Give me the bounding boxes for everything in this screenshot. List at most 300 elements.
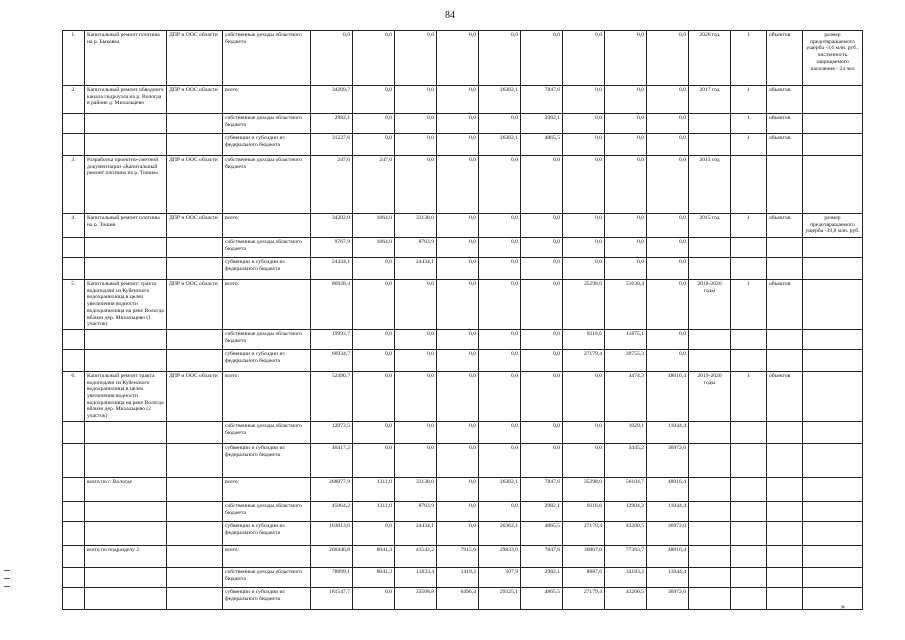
table-cell: Капитальный ремонт плотины на р. Тошня	[85, 214, 167, 238]
table-cell: 36972,0	[647, 521, 689, 545]
table-cell: 1	[731, 31, 767, 86]
table-cell: 0,0	[437, 349, 479, 371]
table-cell: 0,0	[353, 587, 395, 609]
table-cell: 0,0	[395, 86, 437, 114]
table-cell: субвенции и субсидии из федерального бюджета	[223, 521, 311, 545]
table-cell: всего:	[223, 477, 311, 501]
table-cell: 0,0	[353, 134, 395, 156]
table-cell	[767, 477, 803, 501]
table-cell	[767, 258, 803, 280]
table-cell: 0,0	[353, 371, 395, 421]
table-row	[63, 501, 863, 521]
table-cell: 8703,9	[395, 238, 437, 258]
table-cell: 24434,1	[395, 258, 437, 280]
table-row	[63, 214, 863, 238]
table-cell	[767, 329, 803, 349]
table-cell: 2982,1	[521, 567, 563, 587]
binding-mark	[4, 570, 10, 571]
table-cell	[167, 421, 223, 443]
table-cell: 56104,7	[605, 477, 647, 501]
table-cell: 0,0	[395, 31, 437, 86]
table-cell: собственные доходы областного бюджета	[223, 238, 311, 258]
table-cell: объектов	[767, 214, 803, 238]
table-cell: размер предотвращаемого ущерба -3,6 млн. руб., численность защищаемого населения - 24 чел	[803, 31, 863, 86]
table-cell: 0,0	[437, 501, 479, 521]
table-cell	[63, 521, 85, 545]
binding-mark	[4, 586, 10, 587]
table-row	[63, 258, 863, 280]
table-cell: 51630,4	[605, 280, 647, 330]
table-cell: 0,0	[605, 238, 647, 258]
table-cell: 0,0	[563, 421, 605, 443]
table-cell	[803, 280, 863, 330]
table-cell: субвенции и субсидии из федерального бюджета	[223, 587, 311, 609]
table-cell: 2019-2020 годы	[689, 371, 731, 421]
table-cell: 0,0	[647, 114, 689, 134]
table-cell	[767, 587, 803, 609]
table-cell: 0,0	[395, 114, 437, 134]
table-cell	[803, 156, 863, 214]
table-cell	[167, 329, 223, 349]
table-cell: 0,0	[353, 421, 395, 443]
table-cell: 0,0	[521, 329, 563, 349]
table-cell	[803, 349, 863, 371]
table-cell	[803, 238, 863, 258]
table-cell: 0,0	[437, 134, 479, 156]
table-cell: 163013,6	[311, 521, 353, 545]
table-cell: 0,0	[437, 371, 479, 421]
table-cell: 27179,4	[563, 349, 605, 371]
table-cell: 35298,0	[563, 280, 605, 330]
table-cell: 0,0	[647, 258, 689, 280]
table-cell: 0,0	[437, 477, 479, 501]
table-cell	[767, 567, 803, 587]
table-cell: 78899,1	[311, 567, 353, 587]
table-cell: 48016,4	[647, 545, 689, 567]
table-cell: 1064,0	[353, 238, 395, 258]
table-cell: 0,0	[647, 214, 689, 238]
table-cell: 0,0	[563, 31, 605, 86]
table-cell: 19993,7	[311, 329, 353, 349]
table-cell: объектов	[767, 114, 803, 134]
table-cell	[767, 501, 803, 521]
table-cell: собственные доходы областного бюджета	[223, 421, 311, 443]
table-cell: 1	[731, 114, 767, 134]
table-cell: 0,0	[647, 280, 689, 330]
table-cell: субвенции и субсидии из федерального бюджета	[223, 134, 311, 156]
table-cell: 0,0	[437, 238, 479, 258]
table-cell: 0,0	[479, 238, 521, 258]
table-cell: 8703,9	[395, 501, 437, 521]
table-cell: Разработка проектно-сметной документации «Капитальный ремонт плотины на р. Тошня»	[85, 156, 167, 214]
table-cell: 26362,1	[479, 86, 521, 114]
table-cell: 0,0	[479, 258, 521, 280]
table-cell	[167, 114, 223, 134]
table-cell: 0,0	[563, 86, 605, 114]
table-cell: 0,0	[311, 31, 353, 86]
table-cell: 7847,6	[521, 545, 563, 567]
table-cell: 40417,2	[311, 443, 353, 477]
table-cell: 0,0	[479, 349, 521, 371]
table-cell: объектов	[767, 371, 803, 421]
table-cell: 0,0	[605, 114, 647, 134]
table-cell	[85, 501, 167, 521]
table-cell: 26362,1	[479, 521, 521, 545]
table-cell: Капитальный ремонт тракта водоподачи из Кубенского водохранилища в целях увеличения водности водохранилища на реке Вологда вблизи дер. Михальцево (2 участок)	[85, 371, 167, 421]
table-cell	[767, 443, 803, 477]
table-cell	[167, 567, 223, 587]
table-cell: 34183,2	[605, 567, 647, 587]
table-cell: собственные доходы областного бюджета	[223, 31, 311, 86]
table-row	[63, 329, 863, 349]
table-cell: 3.	[63, 156, 85, 214]
table-cell	[731, 421, 767, 443]
table-cell: 0,0	[605, 156, 647, 214]
table-cell: 507,9	[479, 567, 521, 587]
table-cell	[85, 567, 167, 587]
table-cell	[689, 258, 731, 280]
table-cell	[689, 114, 731, 134]
table-cell: 0,0	[479, 371, 521, 421]
table-cell: 0,0	[605, 214, 647, 238]
table-cell: 8041,3	[353, 567, 395, 587]
table-cell	[85, 238, 167, 258]
table-cell: 8118,6	[563, 501, 605, 521]
table-cell: 34209,7	[311, 86, 353, 114]
table-cell: 0,0	[521, 280, 563, 330]
table-cell: 31227,6	[311, 134, 353, 156]
table-cell: 0,0	[563, 443, 605, 477]
table-cell: 36972,0	[647, 443, 689, 477]
table-cell: собственные доходы областного бюджета	[223, 501, 311, 521]
table-cell: 0,0	[479, 214, 521, 238]
table-cell: 0,0	[437, 258, 479, 280]
table-cell: 2982,1	[521, 501, 563, 521]
table-cell: 2982,1	[311, 114, 353, 134]
table-row	[63, 114, 863, 134]
table-cell: 8041,3	[353, 545, 395, 567]
table-cell	[803, 567, 863, 587]
table-cell: 2982,1	[521, 114, 563, 134]
table-cell	[689, 567, 731, 587]
table-cell	[689, 521, 731, 545]
table-cell: 0,0	[563, 134, 605, 156]
table-cell: ДПР и ООС области	[167, 156, 223, 214]
table-cell: 35298,0	[563, 477, 605, 501]
table-row	[63, 421, 863, 443]
table-cell: ДПР и ООС области	[167, 371, 223, 421]
table-cell	[689, 477, 731, 501]
table-cell: 0,0	[521, 349, 563, 371]
table-cell: 0,0	[353, 521, 395, 545]
table-cell: 0,0	[605, 258, 647, 280]
table-cell	[85, 258, 167, 280]
table-cell: 27179,4	[563, 587, 605, 609]
table-cell: 0,0	[647, 134, 689, 156]
table-row	[63, 443, 863, 477]
table-cell	[63, 238, 85, 258]
table-cell: 1064,0	[353, 214, 395, 238]
table-cell	[767, 349, 803, 371]
table-cell: 3445,2	[605, 443, 647, 477]
table-row	[63, 545, 863, 567]
table-cell: 29833,0	[479, 545, 521, 567]
table-cell	[85, 114, 167, 134]
table-cell: ДПР и ООС области	[167, 280, 223, 330]
table-cell: 36972,0	[647, 587, 689, 609]
table-cell: 0,0	[353, 329, 395, 349]
table-cell	[731, 587, 767, 609]
table-cell: 1	[731, 134, 767, 156]
table-cell: 1029,1	[605, 421, 647, 443]
table-cell: 2013 год	[689, 156, 731, 214]
table-cell: 77383,7	[605, 545, 647, 567]
table-cell: 247,0	[353, 156, 395, 214]
table-cell: 0,0	[395, 156, 437, 214]
table-cell: Капитальный ремонт плотины на р. Быковка	[85, 31, 167, 86]
table-cell: 2017 год	[689, 86, 731, 114]
table-cell: Капитальный ремонт: тракта водоподачи из Кубенского водохранилища в целях увеличения водности водохранилища на реке Вологда вблизи дер. Михальцево (1 участок)	[85, 280, 167, 330]
table-cell: 11044,4	[647, 421, 689, 443]
table-cell: всего по подразделу 2	[85, 545, 167, 567]
table-cell: всего:	[223, 86, 311, 114]
table-row	[63, 31, 863, 86]
table-cell	[63, 258, 85, 280]
table-cell: 260446,8	[311, 545, 353, 567]
table-cell: 0,0	[395, 280, 437, 330]
table-cell	[63, 545, 85, 567]
table-cell	[689, 421, 731, 443]
table-cell: 33138,0	[395, 477, 437, 501]
table-cell: 2018-2020 годы	[689, 280, 731, 330]
table-cell: субвенции и субсидии из федерального бюджета	[223, 443, 311, 477]
table-cell: 7847,6	[521, 477, 563, 501]
table-cell: объектов	[767, 86, 803, 114]
table-cell	[167, 501, 223, 521]
table-cell	[63, 443, 85, 477]
table-cell	[731, 501, 767, 521]
table-cell	[767, 156, 803, 214]
table-cell: 52490,7	[311, 371, 353, 421]
table-cell: 2020 год	[689, 31, 731, 86]
table-cell	[167, 238, 223, 258]
table-cell	[767, 238, 803, 258]
table-row	[63, 587, 863, 609]
table-cell: всего:	[223, 214, 311, 238]
table-row	[63, 156, 863, 214]
table-cell: 0,0	[521, 238, 563, 258]
table-cell: 0,0	[563, 258, 605, 280]
table-cell: 36067,0	[563, 545, 605, 567]
table-cell	[689, 329, 731, 349]
table-cell	[803, 587, 863, 609]
table-cell: всего по г. Вологде	[85, 477, 167, 501]
table-cell	[689, 349, 731, 371]
table-cell: ДПР и ООС области	[167, 214, 223, 238]
table-cell	[803, 521, 863, 545]
table-cell: объектов	[767, 280, 803, 330]
table-cell: 33138,0	[395, 214, 437, 238]
table-cell	[167, 443, 223, 477]
table-cell: 0,0	[647, 238, 689, 258]
table-cell	[167, 521, 223, 545]
table-cell: 26362,1	[479, 134, 521, 156]
table-cell: 33508,8	[395, 587, 437, 609]
table-cell: 0,0	[437, 443, 479, 477]
table-cell: 0,0	[353, 114, 395, 134]
table-cell: Капитальный ремонт обводного канала гидроузла на р. Вологда в районе д. Михальцево	[85, 86, 167, 114]
table-cell	[85, 349, 167, 371]
table-cell: 0,0	[563, 238, 605, 258]
table-cell: 12904,2	[605, 501, 647, 521]
table-cell	[803, 501, 863, 521]
table-cell	[167, 545, 223, 567]
table-cell: 0,0	[437, 421, 479, 443]
table-cell	[689, 587, 731, 609]
table-cell: 2015 год	[689, 214, 731, 238]
table-cell	[63, 134, 85, 156]
table-cell	[85, 521, 167, 545]
table-cell: объектов	[767, 31, 803, 86]
table-cell: ДПР и ООС области	[167, 86, 223, 114]
table-cell	[689, 134, 731, 156]
table-cell: 26362,1	[479, 477, 521, 501]
table-cell: 8887,6	[563, 567, 605, 587]
table-cell: объектов	[767, 134, 803, 156]
table-cell: 0,0	[521, 421, 563, 443]
table-cell: собственные доходы областного бюджета	[223, 567, 311, 587]
table-cell: 0,0	[479, 329, 521, 349]
table-cell: 4.	[63, 214, 85, 238]
table-cell: 0,0	[353, 86, 395, 114]
table-cell: 9767,9	[311, 238, 353, 258]
table-cell: 8118,6	[563, 329, 605, 349]
table-cell: 0,0	[437, 86, 479, 114]
table-cell	[63, 477, 85, 501]
table-cell	[85, 587, 167, 609]
table-cell	[803, 371, 863, 421]
table-cell: 0,0	[479, 280, 521, 330]
table-cell	[803, 443, 863, 477]
table-cell	[85, 329, 167, 349]
table-cell: 0,0	[353, 349, 395, 371]
continuation-mark: »	[841, 602, 845, 611]
table-cell: 11833,4	[395, 567, 437, 587]
table-cell: 0,0	[479, 421, 521, 443]
table-cell	[731, 349, 767, 371]
table-cell: 48016,4	[647, 477, 689, 501]
table-cell: 0,0	[479, 501, 521, 521]
table-cell	[803, 134, 863, 156]
table-row	[63, 567, 863, 587]
table-cell: 43200,5	[605, 587, 647, 609]
table-cell: 0,0	[479, 443, 521, 477]
table-cell: 0,0	[563, 371, 605, 421]
table-cell: 208077,9	[311, 477, 353, 501]
table-cell	[803, 545, 863, 567]
table-cell: 34202,0	[311, 214, 353, 238]
table-row	[63, 86, 863, 114]
table-cell: 0,0	[437, 214, 479, 238]
table-cell: 48016,4	[647, 371, 689, 421]
table-cell: 6496,4	[437, 587, 479, 609]
table-cell	[803, 114, 863, 134]
table-cell: 0,0	[521, 214, 563, 238]
table-cell: 0,0	[521, 258, 563, 280]
table-cell: 41542,2	[395, 545, 437, 567]
table-cell: размер предотвращаемого ущерба -39,8 млн. руб.	[803, 214, 863, 238]
table-cell: 6.	[63, 371, 85, 421]
table-cell	[167, 258, 223, 280]
table-cell: 0,0	[563, 156, 605, 214]
table-cell: собственные доходы областного бюджета	[223, 114, 311, 134]
table-cell: 0,0	[395, 421, 437, 443]
table-cell: 86928,4	[311, 280, 353, 330]
table-cell	[767, 521, 803, 545]
table-cell: всего:	[223, 371, 311, 421]
table-row	[63, 134, 863, 156]
table-cell: 0,0	[353, 443, 395, 477]
table-row	[63, 371, 863, 421]
table-cell	[803, 329, 863, 349]
table-cell: 4865,5	[521, 134, 563, 156]
table-cell: 1	[731, 86, 767, 114]
table-cell	[803, 258, 863, 280]
table-cell: 0,0	[479, 31, 521, 86]
table-cell: 0,0	[437, 114, 479, 134]
table-cell	[689, 545, 731, 567]
table-cell	[731, 258, 767, 280]
table-cell	[167, 134, 223, 156]
table-cell	[731, 238, 767, 258]
table-cell: 0,0	[437, 280, 479, 330]
table-cell: всего:	[223, 280, 311, 330]
table-cell: 11044,4	[647, 567, 689, 587]
table-cell: 0,0	[563, 114, 605, 134]
program-table	[62, 30, 863, 610]
table-cell	[731, 477, 767, 501]
table-cell	[731, 329, 767, 349]
table-cell: 0,0	[521, 443, 563, 477]
table-cell: собственные доходы областного бюджета	[223, 329, 311, 349]
table-cell: 0,0	[353, 280, 395, 330]
table-cell: 0,0	[353, 31, 395, 86]
table-cell: 0,0	[395, 134, 437, 156]
table-cell: 0,0	[479, 156, 521, 214]
table-cell: субвенции и субсидии из федерального бюджета	[223, 349, 311, 371]
table-cell: 0,0	[479, 114, 521, 134]
table-cell: 4474,3	[605, 371, 647, 421]
table-cell	[731, 545, 767, 567]
table-cell: 181547,7	[311, 587, 353, 609]
table-cell: 0,0	[647, 329, 689, 349]
table-cell: 0,0	[437, 156, 479, 214]
table-cell: ДПР и ООС области	[167, 31, 223, 86]
table-cell	[803, 86, 863, 114]
table-cell: 0,0	[647, 349, 689, 371]
table-cell: 7847,6	[521, 86, 563, 114]
table-cell: 0,0	[647, 31, 689, 86]
table-cell	[85, 134, 167, 156]
table-cell	[689, 501, 731, 521]
table-cell: 12073,5	[311, 421, 353, 443]
table-cell: 0,0	[647, 156, 689, 214]
table-cell: 43200,5	[605, 521, 647, 545]
table-cell: 0,0	[521, 31, 563, 86]
table-cell	[63, 329, 85, 349]
table-cell	[63, 349, 85, 371]
table-cell: 0,0	[521, 156, 563, 214]
